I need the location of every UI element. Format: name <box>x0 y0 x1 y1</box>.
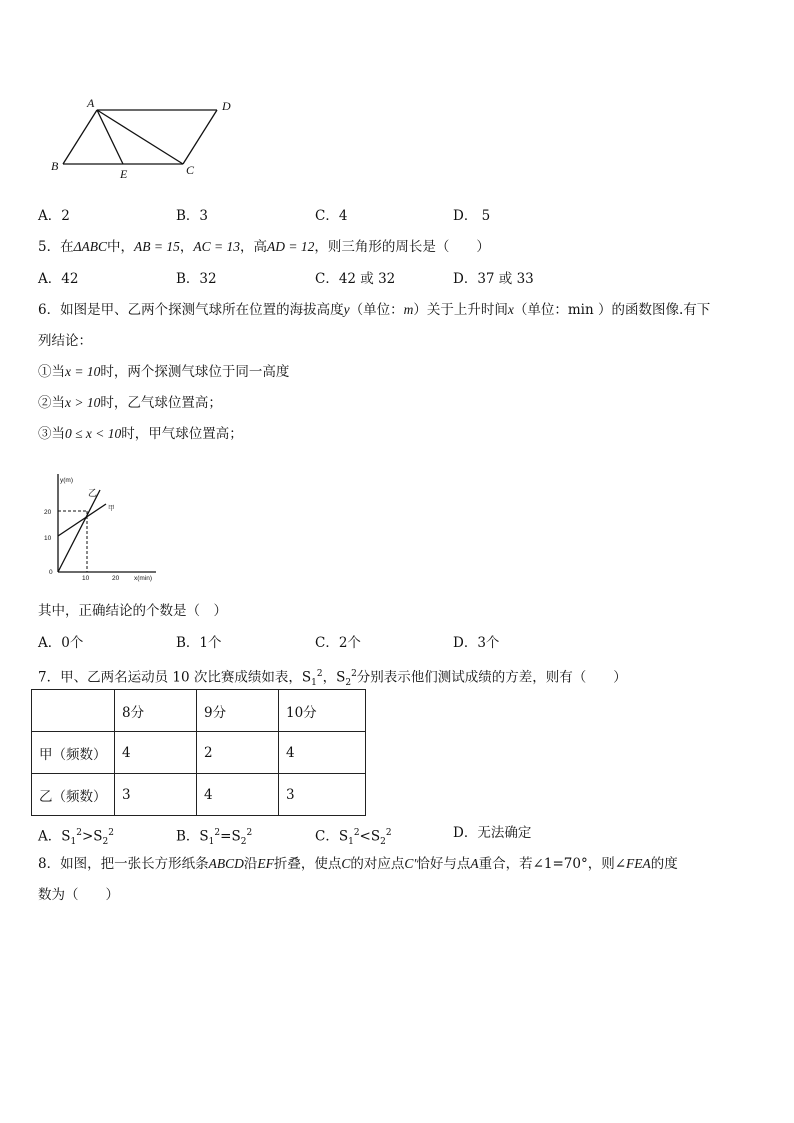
table-header-cell <box>32 690 115 732</box>
q7-ta: 7．甲、乙两名运动员 10 次比赛成绩如表，S <box>38 669 312 686</box>
q4-option-c[interactable]: C．4 <box>315 208 348 224</box>
q4-option-b[interactable]: B．3 <box>176 208 209 224</box>
table-cell: 2 <box>197 732 279 774</box>
tick-y-10: 10 <box>44 535 52 542</box>
table-row <box>32 732 366 774</box>
label-b: B <box>51 159 59 173</box>
line-yi <box>58 490 100 572</box>
table-cell: 乙（频数） <box>32 774 115 816</box>
q5-t4: ，则三角形的周长是（ ） <box>314 239 490 255</box>
q7-a-sub2: 2 <box>102 837 109 848</box>
q5-ac: AC = 13 <box>193 239 240 254</box>
q7-a-pre: A．S <box>38 828 71 845</box>
line-jia <box>58 504 106 536</box>
table-cell: 甲（频数） <box>32 732 115 774</box>
q6-c2m: x > 10 <box>65 395 101 410</box>
q6-c1a: ①当 <box>38 364 65 380</box>
q4-option-d[interactable]: D． 5 <box>453 208 491 224</box>
tick-origin: 0 <box>49 569 53 576</box>
q5-triangle: ΔABC <box>73 239 108 254</box>
series-label-yi: 乙 <box>88 488 98 498</box>
label-a: A <box>87 96 95 110</box>
q7-b-sup1: 2 <box>214 828 221 838</box>
table-header-cell: 10分 <box>279 690 366 732</box>
q6-question: 其中，正确结论的个数是（ ） <box>38 603 227 619</box>
q5-ab: AB = 15 <box>134 239 180 254</box>
q7-c-sup2: 2 <box>385 828 392 838</box>
q8-e: 恰好与点 <box>416 856 471 872</box>
q8-stem-line1 <box>38 855 678 873</box>
q6-c3b: 时，甲气球位置高； <box>121 426 243 442</box>
balloon-height-graph <box>40 452 170 587</box>
q7-option-a[interactable] <box>38 824 114 851</box>
q5-t1: 中， <box>107 239 135 255</box>
q6-conclusion-2 <box>38 394 222 412</box>
q5-option-c[interactable]: C．42 或 32 <box>315 271 396 287</box>
tick-y-20: 20 <box>44 509 52 516</box>
table-row <box>32 774 366 816</box>
q6-conclusion-1 <box>38 363 289 381</box>
y-axis-label: y(m) <box>60 477 73 484</box>
q5-prefix: 5．在 <box>38 239 74 255</box>
q6-c3m: 0 ≤ x < 10 <box>65 426 122 441</box>
q5-option-d[interactable]: D．37 或 33 <box>453 271 534 287</box>
q6-option-d[interactable]: D．3个 <box>453 635 500 651</box>
table-cell: 4 <box>279 732 366 774</box>
tick-x-20: 20 <box>112 575 120 582</box>
q6-conclusion-3 <box>38 425 243 443</box>
q6-stem-line2: 列结论： <box>38 333 92 349</box>
q7-a-mid: >S <box>81 828 103 845</box>
label-e: E <box>120 167 128 181</box>
q6-var-x: x <box>507 302 514 317</box>
q5-stem <box>38 238 490 256</box>
segment-cd <box>183 110 217 164</box>
q5-t3: ，高 <box>240 239 267 255</box>
q6-l1c: ）关于上升时间 <box>413 302 508 318</box>
q7-b-sub1: 1 <box>208 837 215 848</box>
table-cell: 3 <box>279 774 366 816</box>
q7-b-sub2: 2 <box>240 837 247 848</box>
q6-c1m: x = 10 <box>65 364 101 379</box>
label-c: C <box>186 163 195 177</box>
q7-tc: 分别表示他们测试成绩的方差，则有（ ） <box>356 669 627 686</box>
q8-abcd: ABCD <box>208 856 244 871</box>
q6-var-y: y <box>343 302 350 317</box>
q8-fea: FEA <box>626 856 651 871</box>
q5-ad: AD = 12 <box>267 239 315 254</box>
q7-b-pre: B．S <box>176 828 209 845</box>
table-header-cell: 8分 <box>115 690 197 732</box>
table-header-row <box>32 690 366 732</box>
parallelogram-figure <box>45 90 255 185</box>
q6-l1a: 6．如图是甲、乙两个探测气球所在位置的海拔高度 <box>38 302 344 318</box>
series-label-jia: 甲 <box>108 505 115 512</box>
q7-s1-sub: 1 <box>311 678 317 689</box>
q8-g: 的度 <box>650 856 678 872</box>
x-axis-label: x(min) <box>134 575 153 582</box>
q5-t2: ， <box>179 239 194 255</box>
q7-c-sub1: 1 <box>348 837 354 848</box>
q6-c1b: 时，两个探测气球位于同一高度 <box>100 364 290 380</box>
table-cell: 3 <box>115 774 197 816</box>
q8-pa: A <box>470 856 479 871</box>
q6-stem-line1 <box>38 301 710 319</box>
table-cell: 4 <box>115 732 197 774</box>
q7-c-pre: C．S <box>315 828 349 845</box>
q8-pc: C <box>341 856 351 871</box>
q7-c-mid: <S <box>359 828 381 845</box>
q6-option-a[interactable]: A．0个 <box>38 635 84 651</box>
q6-option-c[interactable]: C．2个 <box>315 635 361 651</box>
q6-l1d: （单位：min ）的函数图像.有下 <box>513 302 711 318</box>
q8-c: 折叠，使点 <box>273 856 342 872</box>
table-cell: 4 <box>197 774 279 816</box>
tick-x-10: 10 <box>82 575 90 582</box>
q5-option-a[interactable]: A．42 <box>38 271 79 287</box>
q7-tb: ，S <box>322 669 346 686</box>
q8-b: 沿 <box>243 856 258 872</box>
q6-l1b: （单位： <box>349 302 404 318</box>
segment-ab <box>63 110 97 164</box>
q8-stem-line2: 数为（ ） <box>38 887 119 903</box>
q7-b-mid: =S <box>220 828 241 845</box>
q7-s2-sup: 2 <box>351 669 357 679</box>
q7-a-sub1: 1 <box>70 837 77 848</box>
q8-f: 重合，若∠1=70°，则∠ <box>478 856 627 872</box>
q8-d: 的对应点 <box>350 856 405 872</box>
q6-option-b[interactable]: B．1个 <box>176 635 222 651</box>
score-table <box>31 689 366 816</box>
q7-option-d[interactable]: D．无法确定 <box>453 825 532 841</box>
label-d: D <box>222 99 231 113</box>
table-header-cell: 9分 <box>197 690 279 732</box>
q5-option-b[interactable]: B．32 <box>176 271 217 287</box>
q7-s1-sup: 2 <box>316 669 323 679</box>
q7-option-b[interactable] <box>176 824 252 851</box>
q7-a-sup2: 2 <box>108 828 114 838</box>
q7-c-sub2: 2 <box>380 837 386 848</box>
q7-a-sup1: 2 <box>76 828 82 838</box>
q7-s2-sub: 2 <box>345 678 352 689</box>
q7-b-sup2: 2 <box>246 828 253 838</box>
q7-c-sup1: 2 <box>353 828 360 838</box>
q6-unit-m: m <box>403 302 414 317</box>
q4-option-a[interactable]: A．2 <box>38 208 70 224</box>
q6-c3a: ③当 <box>38 426 65 442</box>
q8-ef: EF <box>257 856 274 871</box>
q6-c2a: ②当 <box>38 395 65 411</box>
q8-pc2: C′ <box>404 856 417 871</box>
q7-option-c[interactable] <box>315 824 392 851</box>
q8-a: 8．如图，把一张长方形纸条 <box>38 856 209 872</box>
q6-c2b: 时，乙气球位置高； <box>100 395 222 411</box>
